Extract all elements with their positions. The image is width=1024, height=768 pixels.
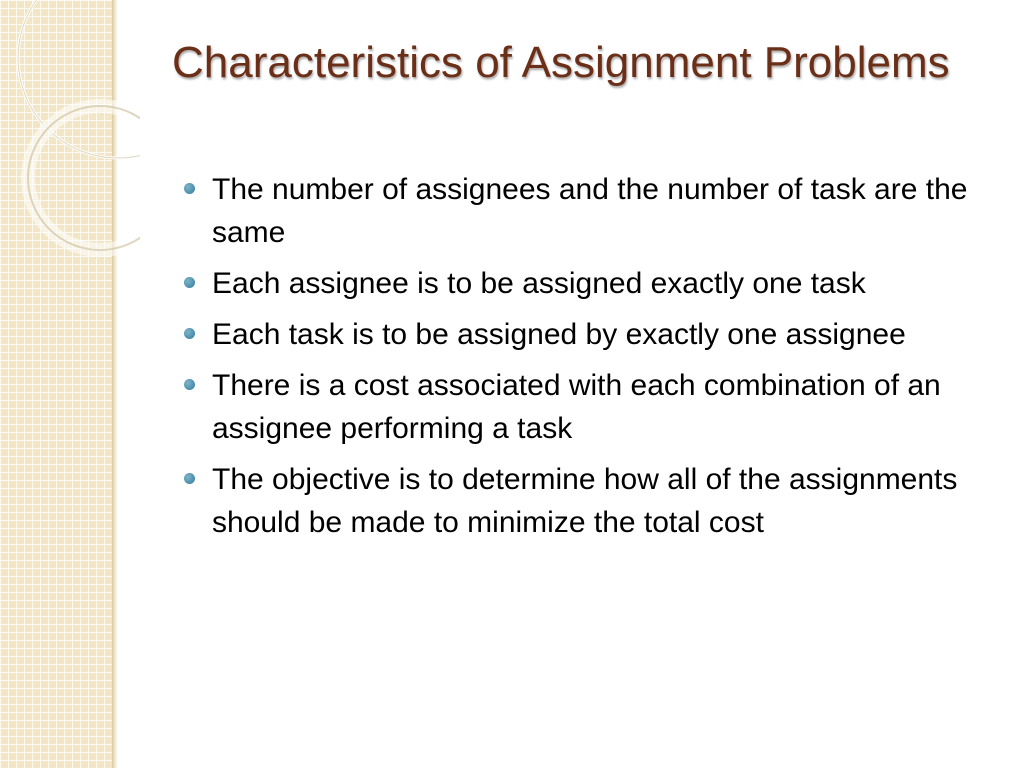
list-item	[182, 168, 982, 254]
list-item	[182, 313, 982, 356]
list-item	[182, 458, 982, 544]
bullet-text: Each task is to be assigned by exactly one assignee	[212, 318, 906, 351]
bullet-icon	[184, 379, 195, 390]
rings-decoration-icon	[0, 0, 140, 260]
bullet-icon	[184, 328, 195, 339]
bullet-text: There is a cost associated with each combination of an assignee performing a task	[212, 369, 941, 445]
slide-title: Characteristics of Assignment Problems	[172, 38, 950, 87]
bullet-list	[182, 168, 982, 552]
bullet-text: The number of assignees and the number of task are the same	[212, 173, 968, 249]
bullet-icon	[184, 473, 195, 484]
bullet-text: Each assignee is to be assigned exactly one task	[212, 267, 866, 300]
list-item	[182, 262, 982, 305]
bullet-text: The objective is to determine how all of the assignments should be made to minimize the total cost	[212, 463, 958, 539]
bullet-icon	[184, 277, 195, 288]
bullet-icon	[184, 183, 195, 194]
list-item	[182, 364, 982, 450]
